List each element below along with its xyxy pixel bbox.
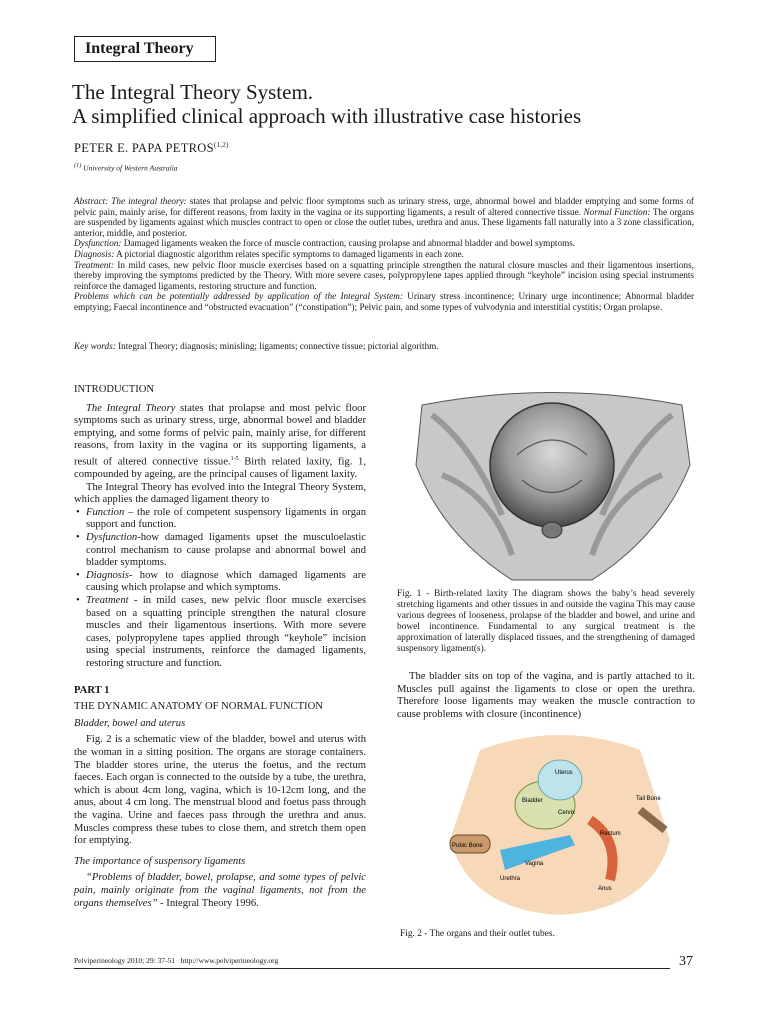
bullet-text: -how damaged ligaments upset the musculoelastic control mechanism to cause prolapse and abnormal bowel and bladder symptoms. (86, 532, 366, 569)
intro-p1-italic: The Integral Theory (86, 402, 176, 414)
quote (74, 872, 366, 910)
left-column (74, 384, 366, 910)
affiliation-sup: (1) (74, 162, 82, 169)
intro-heading: INTRODUCTION (74, 384, 155, 395)
diagnosis-label: Diagnosis: (74, 248, 115, 259)
abstract-p3 (74, 249, 694, 260)
right-column (397, 589, 695, 721)
part1-sub-italic2: The importance of suspensory ligaments (74, 855, 246, 867)
uterus-shape (538, 760, 582, 800)
bullet-treatment (86, 595, 366, 671)
abstract-text: states that prolapse and pelvic floor symptoms such as urinary stress, urge, abnormal bowel and bladder emptying and some forms of pelvic pain, mainly arise, for different reasons, from laxity in the vagina or its supporting ligaments, a result of altered connective tissue. (74, 196, 694, 217)
normal-function-text: The organs are suspended by ligaments against which muscles contract to open or close the outlet tubes, urethra and anus. These ligaments fall naturally into a 3 zone classification, anterior, middle, and posterior. (74, 206, 694, 238)
treatment-text: In mild cases, new pelvic floor muscle exercises based on a squatting principle strengthen the natural closure muscles and their ligamentous insertions, thereby improving the symptoms predicted by the Theory. With more severe cases, polypropylene tapes applied through “keyhole” incision using special instruments reinforce the damaged ligaments, restoring structure and function. (74, 259, 694, 291)
problems-label: Problems which can be potentially addressed by application of the Integral System: (74, 291, 403, 302)
normal-function-label: Normal Function: (580, 206, 651, 217)
bullet-dysfunction (86, 532, 366, 570)
section-label: Integral Theory (74, 36, 216, 62)
intro-p1 (74, 403, 366, 482)
affiliation-text: University of Western Australia (83, 163, 178, 173)
intro-p1-text2: Birth related laxity, fig. 1, compounded by ageing, are the principal causes of ligament laxity. (74, 456, 366, 481)
figure2-image (440, 730, 680, 920)
right-p1: The bladder sits on top of the vagina, and is partly attached to it. Muscles pull against the ligaments to close or open the urethra. Therefore loose ligaments may weaken the muscle contraction to cause problems with closure (incontinence) (397, 671, 695, 720)
bullet-text: - in mild cases, new pelvic floor muscle exercises based on a squatting principle strengthen the natural closure muscles and their ligamentous insertions. With more severe cases, polypropylene tapes applied through “keyhole” incision using special instruments, reinforce the damaged ligaments, restoring structure and function. (86, 595, 366, 669)
article-title-line2: A simplified clinical approach with illustrative case histories (72, 104, 582, 128)
abstract-p1 (74, 196, 694, 238)
diagnosis-text: A pictorial diagnostic algorithm relates specific symptoms to damaged ligaments in each zone. (114, 248, 464, 259)
label-urethra: Urethra (500, 876, 521, 882)
footer-citation (74, 956, 278, 965)
author-name: PETER E. PAPA PETROS (74, 141, 214, 156)
bullet-term: Dysfunction (86, 532, 138, 544)
bullet-function (86, 507, 366, 532)
intro-p2: The Integral Theory has evolved into the Integral Theory System, which applies the damaged ligament theory to (74, 481, 366, 506)
label-uterus: Uterus (555, 770, 573, 776)
bullet-term: Function (86, 506, 125, 518)
part1-heading: PART 1 (74, 684, 110, 696)
figure2-caption: Fig. 2 - The organs and their outlet tubes. (400, 929, 555, 939)
figure1-image (412, 385, 692, 585)
intro-bullets (74, 507, 366, 671)
author-line (74, 141, 229, 156)
abstract (74, 196, 694, 313)
abstract-p5 (74, 291, 694, 312)
abstract-p2 (74, 238, 694, 249)
page-number: 37 (679, 954, 693, 969)
bullet-term: Treatment (86, 595, 129, 607)
figure1-caption: Fig. 1 - Birth-related laxity The diagram shows the baby’s head severely stretching ligaments and other tissues in and outside the vagina This may cause various degrees of looseness, prolapse of the bladder and bowel, and urine and bowel incontinence. Fundamental to any surgical treatment is the approximation of laterally displaced tissues, and the strengthening of damaged suspensory ligament(s). (397, 589, 695, 654)
article-title-line1: The Integral Theory System. (72, 80, 314, 104)
quote-source: - Integral Theory 1996. (157, 897, 259, 909)
intro-p1-sup: 1-5 (230, 455, 239, 462)
intro-p1-text: states that prolapse and most pelvic floor symptoms such as urinary stress, urge, abnormal bowel and bladder emptying, and some forms of pelvic pain, mainly arise, for different reasons, from laxity in the vagina or its supporting ligaments, a result of altered connective tissue. (74, 402, 366, 468)
author-sup: (1,2) (213, 141, 229, 149)
abstract-p4 (74, 260, 694, 292)
keywords-label: Key words: (74, 341, 116, 351)
dysfunction-label: Dysfunction: (74, 238, 122, 249)
bullet-diagnosis (86, 570, 366, 595)
label-pubic-bone: Pubic Bone (452, 843, 483, 849)
part1-sub-italic: Bladder, bowel and uterus (74, 717, 186, 729)
bullet-text: – the role of competent suspensory ligaments in organ support and function. (86, 506, 366, 531)
label-vagina: Vagina (525, 861, 544, 867)
keywords-text: Integral Theory; diagnosis; minisling; ligaments; connective tissue; pictorial algorithm. (115, 341, 439, 351)
footer-divider (74, 968, 670, 969)
abstract-label: Abstract: The integral theory: (74, 196, 187, 206)
label-anus: Anus (598, 886, 612, 892)
affiliation (74, 162, 178, 173)
bullet-text: - how to diagnose which damaged ligaments are causing which prolapse and which symptoms. (86, 569, 366, 594)
dysfunction-text: Damaged ligaments weaken the force of muscle contraction, causing prolapse and abnormal bladder and bowel symptoms. (121, 238, 576, 249)
keywords (74, 341, 694, 351)
problems-text: Urinary stress incontinence; Urinary urge incontinence; Abnormal bladder emptying; Faecal incontinence and “obstructed evacuation” (“constipation”); Pelvic pain, and some types of vulvodynia and interstitial cystitis; Organ prolapse. (74, 291, 695, 312)
quote-text: “Problems of bladder, bowel, prolapse, and some types of pelvic pain, mainly originate from the vaginal ligaments, not from the organs themselves” (74, 872, 366, 909)
bullet-term: Diagnosis (86, 569, 129, 581)
label-cervix: Cervix (558, 810, 576, 816)
label-rectum: Rectum (600, 831, 621, 837)
part1-subheading: THE DYNAMIC ANATOMY OF NORMAL FUNCTION (74, 701, 323, 713)
treatment-label: Treatment: (74, 259, 114, 270)
label-bladder: Bladder (522, 798, 543, 804)
label-tail-bone: Tail Bone (636, 796, 661, 802)
citation: Pelviperineology 2010; 29: 37-51 (74, 956, 176, 965)
part1-p1: Fig. 2 is a schematic view of the bladder, bowel and uterus with the woman in a sitting position. The organs are storage containers. The bladder stores urine, the uterus the foetus, and the rectum faeces. Each organ is connected to the outside by a tube, the urethra, which is about 4cm long, vagina, which is 10-12cm long, and the anus, about 4 cm long. The menstrual blood and foetus pass through the vagina. Urine and faeces pass through the urethra and anus. Muscles compress these tubes to close them, and stretch them open for emptying. (74, 734, 366, 847)
journal-link[interactable]: http://www.pelviperineology.org (180, 956, 279, 965)
